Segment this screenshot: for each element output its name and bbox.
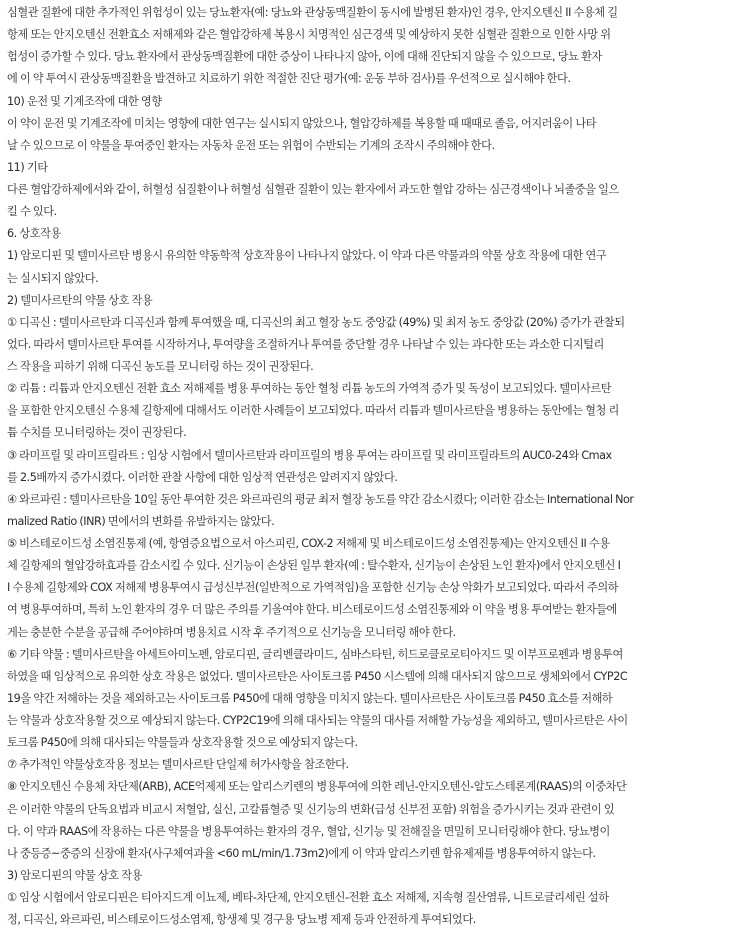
text-line: 킬 수 있다. (7, 205, 57, 219)
text-line: ③ 라미프릴 및 라미프릴라트 : 임상 시험에서 텔미사르탄과 라미프릴의 병용 투여는 라미프릴 및 라미프릴라트의 AUC0-24와 Cmax (7, 448, 612, 462)
text-line: 체 길항제의 혈압강하효과를 감소시킬 수 있다. 신기능이 손상된 일부 환자(예 : 탈수환자, 신기능이 손상된 노인 환자)에서 안지오텐신 I (7, 559, 621, 573)
text-line: ② 리튬 : 리튬과 안지오텐신 전환 효소 저해제를 병용 투여하는 동안 혈청 리튬 농도의 가역적 증가 및 독성이 보고되었다. 텔미사르탄 (7, 382, 612, 396)
text-line: 3) 암로디핀의 약물 상호 작용 (7, 868, 142, 882)
text-line: I 수용체 길항제와 COX 저해제 병용투여시 급성신부전(일반적으로 가역적임)을 포함한 신기능 손상 악화가 보고되었다. 따라서 주의하 (7, 581, 619, 595)
text-line: 스 작용을 피하기 위해 디곡신 농도를 모니터링 하는 것이 권장된다. (7, 360, 314, 373)
text-line: malized Ratio (INR) 면에서의 변화를 유발하지는 않았다. (7, 514, 275, 528)
text-line: 나 중등증~중증의 신장애 환자(사구체여과율 <60 mL/min/1.73m2)에게 이 약과 알리스키렌 함유제제를 병용투여하지 않는다. (7, 846, 596, 860)
text-line: 에 이 약 투여시 관상동맥질환을 발견하고 치료하기 위한 적절한 진단 평가(예: 운동 부하 검사)를 우선적으로 실시해야 한다. (7, 72, 571, 86)
text-line: 를 2.5배까지 증가시켰다. 이러한 관찰 사항에 대한 임상적 연관성은 알려지지 않았다. (7, 470, 398, 484)
text-line: ⑤ 비스테로이드성 소염진통제 (예, 항염증요법으로서 아스피린, COX-2 저해제 및 비스테로이드성 소염진통제)는 안지오텐신 II 수용 (7, 537, 610, 550)
text-line: ⑥ 기타 약물 : 텔미사르탄을 아세트아미노펜, 암로디핀, 글리벤클라미드, 심바스타틴, 히드로클로로티아지드 및 이부프로펜과 병용투여 (7, 647, 623, 661)
text-line: 은 이러한 약물의 단독요법과 비교시 저혈압, 실신, 고칼륨혈증 및 신기능의 변화(급성 신부전 포함) 위험을 증가시키는 것과 관련이 있 (7, 802, 615, 816)
text-line: 여 병용투여하며, 특히 노인 환자의 경우 더 많은 주의를 기울여야 한다. 비스테로이드성 소염진통제와 이 약을 병용 투여받는 환자들에 (7, 603, 617, 617)
text-line: 날 수 있으므로 이 약물을 투여중인 환자는 자동차 운전 또는 위험이 수반되는 기계의 조작시 주의해야 한다. (7, 138, 495, 152)
text-line: ① 디곡신 : 텔미사르탄과 디곡신과 함께 투여했을 때, 디곡신의 최고 혈장 농도 중앙값 (49%) 및 최저 농도 중앙값 (20%) 증가가 관찰되 (7, 315, 625, 329)
text-line: 험성이 증가할 수 있다. 당뇨 환자에서 관상동맥질환에 대한 증상이 나타나지 않아, 이에 대해 진단되지 않을 수 있으므로, 당뇨 환자 (7, 50, 602, 64)
text-line: 는 실시되지 않았다. (7, 271, 99, 285)
text-line: 19을 약간 저해하는 것을 제외하고는 사이토크롬 P450에 대해 영향을 미치지 않는다. 텔미사르탄은 사이토크롬 P450 효소를 저해하 (7, 691, 613, 705)
text-line: ④ 와르파린 : 텔미사르탄을 10일 동안 투여한 것은 와르파린의 평균 최저 혈장 농도를 약간 감소시켰다; 이러한 감소는 International Nor (7, 492, 634, 506)
text-line: 는 약물과 상호작용할 것으로 예상되지 않는다. CYP2C19에 의해 대사되는 약물의 대사를 저해할 가능성을 제외하고, 텔미사르탄은 사이 (7, 714, 628, 727)
text-line: 게는 충분한 수분을 공급해 주어야하며 병용치료 시작 후 주기적으로 신기능을 모니터링 해야 한다. (7, 625, 456, 639)
text-line: 11) 기타 (7, 160, 48, 174)
text-line: 토크롬 P450에 의해 대사되는 약물들과 상호작용할 것으로 예상되지 않는다. (7, 736, 358, 750)
text-line: 1) 암로디핀 및 텔미사르탄 병용시 유의한 약동학적 상호작용이 나타나지 않았다. 이 약과 다른 약물과의 약물 상호 작용에 대한 연구 (7, 249, 607, 263)
text-line: ⑧ 안지오텐신 수용체 차단제(ARB), ACE억제제 또는 알리스키렌의 병용투여에 의한 레닌-안지오텐신-알도스테론계(RAAS)의 이중차단 (7, 780, 627, 794)
text-line: 정, 디곡신, 와르파린, 비스테로이드성소염제, 항생제 및 경구용 당뇨병 제제 등과 안전하게 투여되었다. (7, 913, 476, 927)
text-line: 다. 이 약과 RAAS에 작용하는 다른 약물을 병용투여하는 환자의 경우, 혈압, 신기능 및 전해질을 면밀히 모니터링해야 한다. 당뇨병이 (7, 824, 610, 838)
text-line: 2) 텔미사르탄의 약물 상호 작용 (7, 293, 153, 307)
text-line: 항제 또는 안지오텐신 전환효소 저해제와 같은 혈압강하제 복용시 치명적인 심근경색 및 예상하지 못한 심혈관 질환으로 인한 사망 위 (7, 28, 611, 42)
text-line: 이 약이 운전 및 기계조작에 미치는 영향에 대한 연구는 실시되지 않았으나, 혈압강하제를 복용할 때 때때로 졸음, 어지러움이 나타 (7, 116, 597, 130)
text-line: 을 포함한 안지오텐신 수용체 길항제에 대해서도 이러한 사례들이 보고되었다. 따라서 리튬과 텔미사르탄을 병용하는 동안에는 혈청 리 (7, 404, 619, 418)
text-line: 심혈관 질환에 대한 추가적인 위험성이 있는 당뇨환자(예: 당뇨와 관상동맥질환이 동시에 발병된 환자)인 경우, 안지오텐신 II 수용체 길 (7, 6, 618, 19)
text-line: 하였을 때 임상적으로 유의한 상호 작용은 없었다. 텔미사르탄은 사이토크롬 P450 시스템에 의해 대사되지 않으므로 생체외에서 CYP2C (7, 669, 628, 683)
text-line: ① 임상 시험에서 암로디핀은 티아지드계 이뇨제, 베타-차단제, 안지오텐신-전환 효소 저해제, 지속형 질산염류, 니트로글리세린 설하 (7, 891, 609, 904)
text-line: 10) 운전 및 기계조작에 대한 영향 (7, 94, 162, 108)
text-line: 튬 수치를 모니터링하는 것이 권장된다. (7, 426, 187, 440)
text-line: 다른 혈압강하제에서와 같이, 허혈성 심질환이나 허혈성 심혈관 질환이 있는 환자에서 과도한 혈압 강하는 심근경색이나 뇌졸중을 일으 (7, 183, 619, 196)
text-line: 6. 상호작용 (7, 227, 61, 241)
text-line: 었다. 따라서 텔미사르탄 투여를 시작하거나, 투여량을 조절하거나 투여를 중단할 경우 나타날 수 있는 과다한 또는 과소한 디지털리 (7, 337, 604, 351)
text-line: ⑦ 추가적인 약물상호작용 정보는 텔미사르탄 단일제 허가사항을 참조한다. (7, 758, 349, 772)
